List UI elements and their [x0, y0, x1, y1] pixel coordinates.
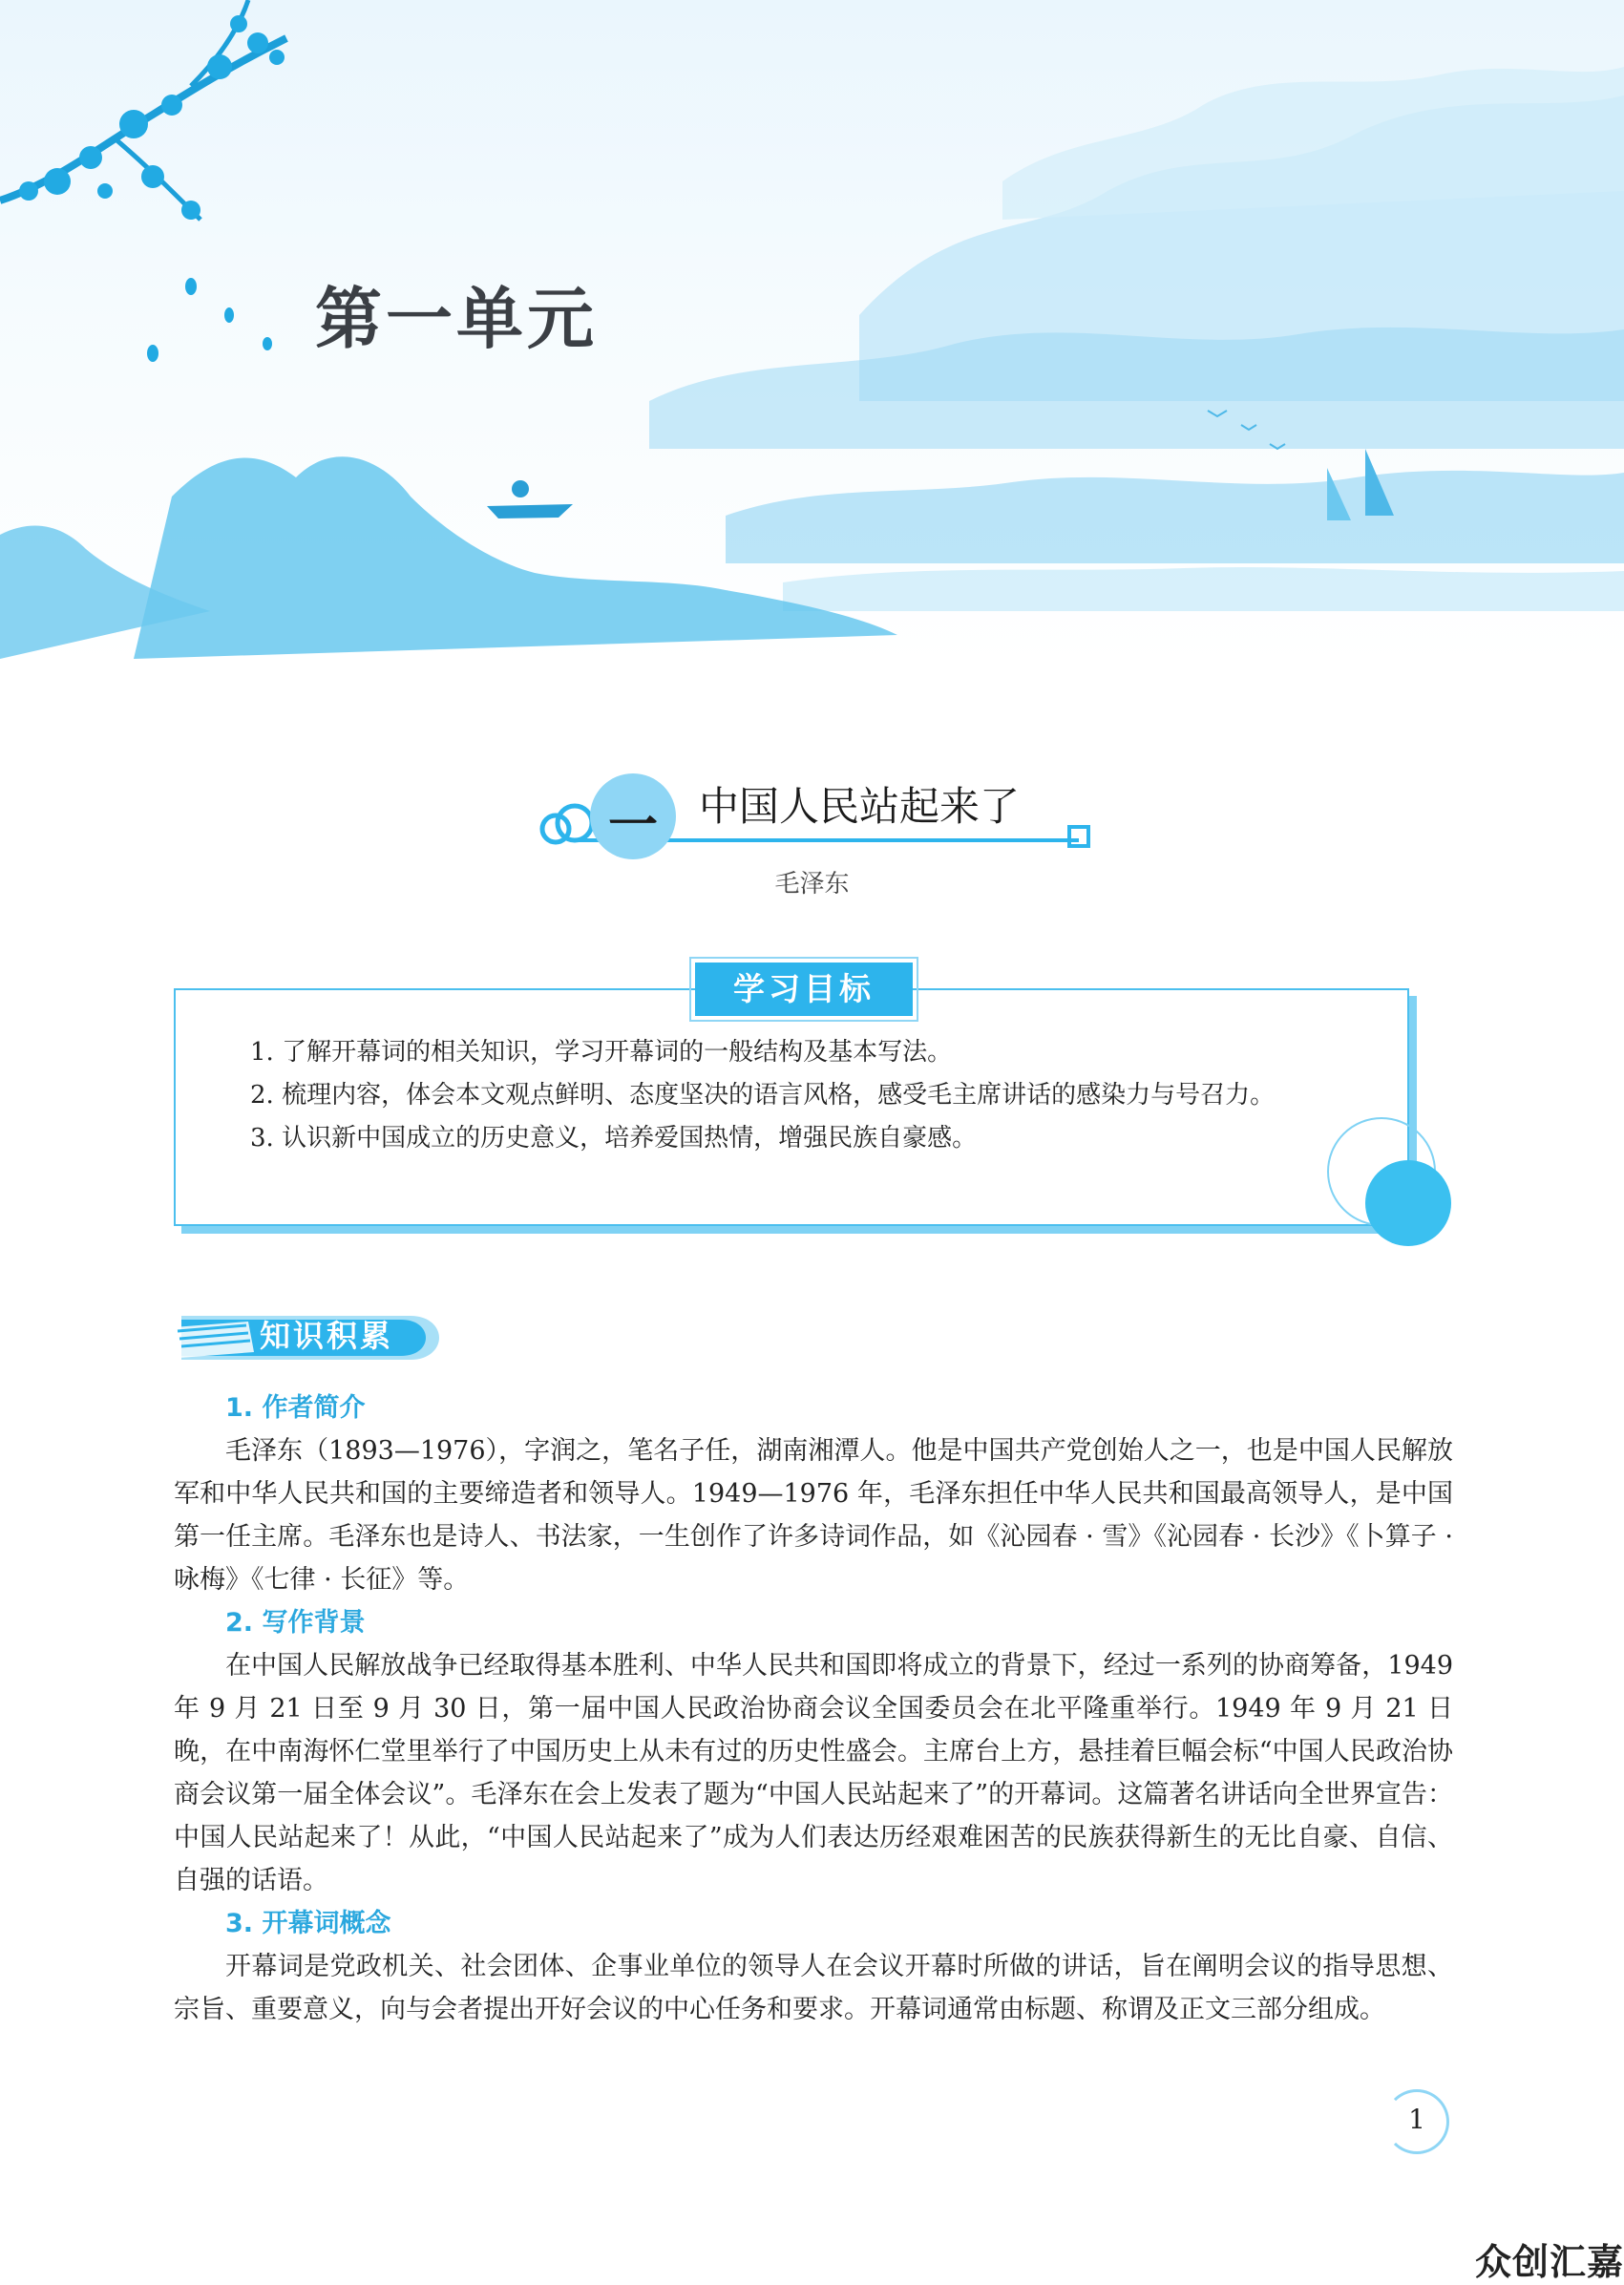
section-text: 毛泽东（1893—1976），字润之，笔名子任，湖南湘潭人。他是中国共产党创始人之一，也是中国人民解放军和中华人民共和国的主要缔造者和领导人。1949—1976 年，毛泽东担任中华人民共和国最高领导人，是中国第一任主席。毛泽东也是诗人、书法家，一生创作了许多诗词作品，如《沁园春 · 雪》《沁园春 · 长沙》《卜算子 · 咏梅》《七律 · 长征》等。: [174, 1436, 1453, 1595]
lesson-number: 一: [607, 797, 658, 855]
goal-item: 1. 了解开幕词的相关知识，学习开幕词的一般结构及基本写法。: [250, 1038, 953, 1067]
decorative-dot: [1365, 1160, 1451, 1246]
lesson-author: 毛泽东: [774, 870, 850, 899]
section-heading: 3. 开幕词概念: [225, 1909, 391, 1938]
section-heading: 1. 作者简介: [225, 1393, 366, 1423]
watermark: 众创汇嘉: [1475, 2241, 1624, 2283]
knowledge-content: [174, 1386, 1453, 2031]
section-heading: 2. 写作背景: [225, 1608, 366, 1638]
unit-title: 第一单元: [315, 279, 598, 358]
page-number: 1: [1408, 2104, 1425, 2135]
section-text: 开幕词是党政机关、社会团体、企事业单位的领导人在会议开幕时所做的讲话，旨在阐明会议的指导思想、宗旨、重要意义，向与会者提出开好会议的中心任务和要求。开幕词通常由标题、称谓及正文三部分组成。: [174, 1952, 1453, 2024]
landscape-illustration: [0, 0, 1624, 664]
goals-label: 学习目标: [695, 963, 913, 1016]
goal-item: 2. 梳理内容，体会本文观点鲜明、态度坚决的语言风格，感受毛主席讲话的感染力与号召力。: [250, 1081, 1276, 1110]
goals-list: [200, 1031, 1384, 1160]
knowledge-label: 知识积累: [260, 1318, 394, 1354]
lesson-title: 中国人民站起来了: [699, 783, 1021, 830]
lesson-heading: [535, 764, 1107, 859]
goal-item: 3. 认识新中国成立的历史意义，培养爱国热情，增强民族自豪感。: [250, 1124, 978, 1153]
unit-banner: [0, 0, 1624, 664]
page-number-badge: [1384, 2089, 1449, 2154]
section-text: 在中国人民解放战争已经取得基本胜利、中华人民共和国即将成立的背景下，经过一系列的协商筹备，1949 年 9 月 21 日至 9 月 30 日，第一届中国人民政治协商会议全国委员会在北平隆重举行。1949 年 9 月 21 日晚，在中南海怀仁堂里举行了中国历史上从未有过的历史性盛会。主席台上方，悬挂着巨幅会标“中国人民政治协商会议第一届全体会议”。毛泽东在会上发表了题为“中国人民站起来了”的开幕词。这篇著名讲话向全世界宣告：中国人民站起来了！从此，“中国人民站起来了”成为人们表达历经艰难困苦的民族获得新生的无比自豪、自信、自强的话语。: [174, 1651, 1453, 1895]
